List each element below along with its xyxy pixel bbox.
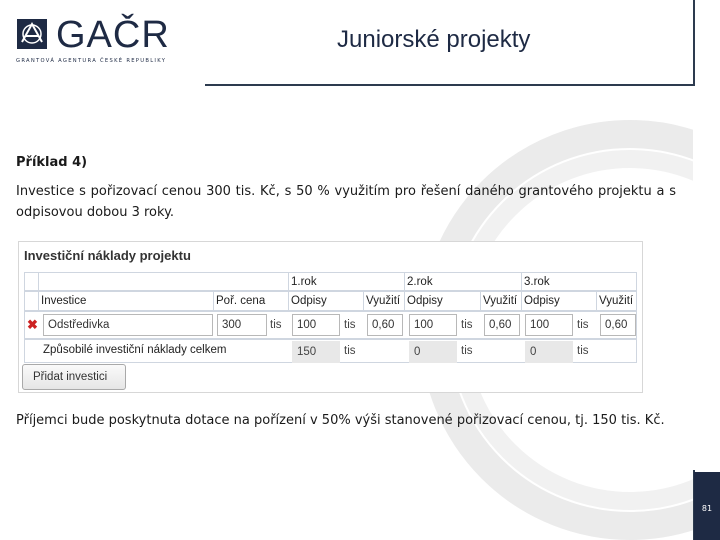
price-input[interactable]: 300 <box>217 314 267 336</box>
col-vyuziti-1: Využití <box>364 292 405 310</box>
odpisy-input-3[interactable]: 100 <box>525 314 573 336</box>
odpisy-input-1[interactable]: 100 <box>292 314 340 336</box>
column-header-row <box>24 291 637 311</box>
eligible-costs-row <box>24 339 637 363</box>
year-3-header: 3.rok <box>524 276 550 288</box>
price-unit: tis <box>270 319 282 331</box>
gacr-logo <box>16 14 186 68</box>
eligible-unit-1: tis <box>344 345 356 357</box>
header-divider <box>205 84 695 86</box>
vyuziti-input-1[interactable]: 0,60 <box>367 314 403 336</box>
col-odpisy-3: Odpisy <box>522 292 597 310</box>
vyuziti-input-2[interactable]: 0,60 <box>484 314 520 336</box>
investment-name-input[interactable]: Odstředivka <box>43 314 213 336</box>
eligible-unit-2: tis <box>461 345 473 357</box>
year-2-header: 2.rok <box>405 273 522 290</box>
logo-subtitle: GRANTOVÁ AGENTURA ČESKÉ REPUBLIKY <box>16 58 167 64</box>
investment-row <box>24 311 637 339</box>
odpisy-unit-2: tis <box>461 319 473 331</box>
eligible-value-1: 150 <box>292 341 340 363</box>
paragraph-conclusion: Příjemci bude poskytnuta dotace na pořízení v 50% výši stanovené pořizovací cenou, tj. 150 tis. Kč. <box>16 413 665 428</box>
col-investice: Investice <box>39 292 214 310</box>
investment-form-screenshot <box>18 241 643 393</box>
example-title: Příklad 4) <box>16 155 88 170</box>
delete-row-icon[interactable]: ✖ <box>27 317 38 332</box>
odpisy-input-2[interactable]: 100 <box>409 314 457 336</box>
eligible-costs-label: Způsobilé investiční náklady celkem <box>43 344 227 356</box>
odpisy-unit-3: tis <box>577 319 589 331</box>
col-odpisy-1: Odpisy <box>289 292 364 310</box>
right-edge-bar <box>693 0 720 540</box>
slide-number: 81 <box>701 504 713 513</box>
col-vyuziti-3: Využití <box>599 295 634 307</box>
form-title: Investiční náklady projektu <box>24 248 191 263</box>
gacr-emblem-icon <box>16 18 48 50</box>
eligible-value-3: 0 <box>525 341 573 363</box>
vyuziti-input-3[interactable]: 0,60 <box>600 314 636 336</box>
logo-text: GAČR <box>56 14 170 56</box>
slide-number-box <box>694 472 720 540</box>
eligible-unit-3: tis <box>577 345 589 357</box>
paragraph-intro: Investice s pořizovací cenou 300 tis. Kč, s 50 % využitím pro řešení daného grantového projektu a s odpisovou dobou 3 roky. <box>16 184 676 220</box>
col-vyuziti-2: Využití <box>481 292 522 310</box>
page-title: Juniorské projekty <box>337 26 531 53</box>
col-odpisy-2: Odpisy <box>405 292 481 310</box>
add-investment-button[interactable]: Přidat investici <box>22 364 126 390</box>
odpisy-unit-1: tis <box>344 319 356 331</box>
col-price: Poř. cena <box>214 292 289 310</box>
year-header-row <box>24 272 637 291</box>
year-1-header: 1.rok <box>289 273 405 290</box>
eligible-value-2: 0 <box>409 341 457 363</box>
